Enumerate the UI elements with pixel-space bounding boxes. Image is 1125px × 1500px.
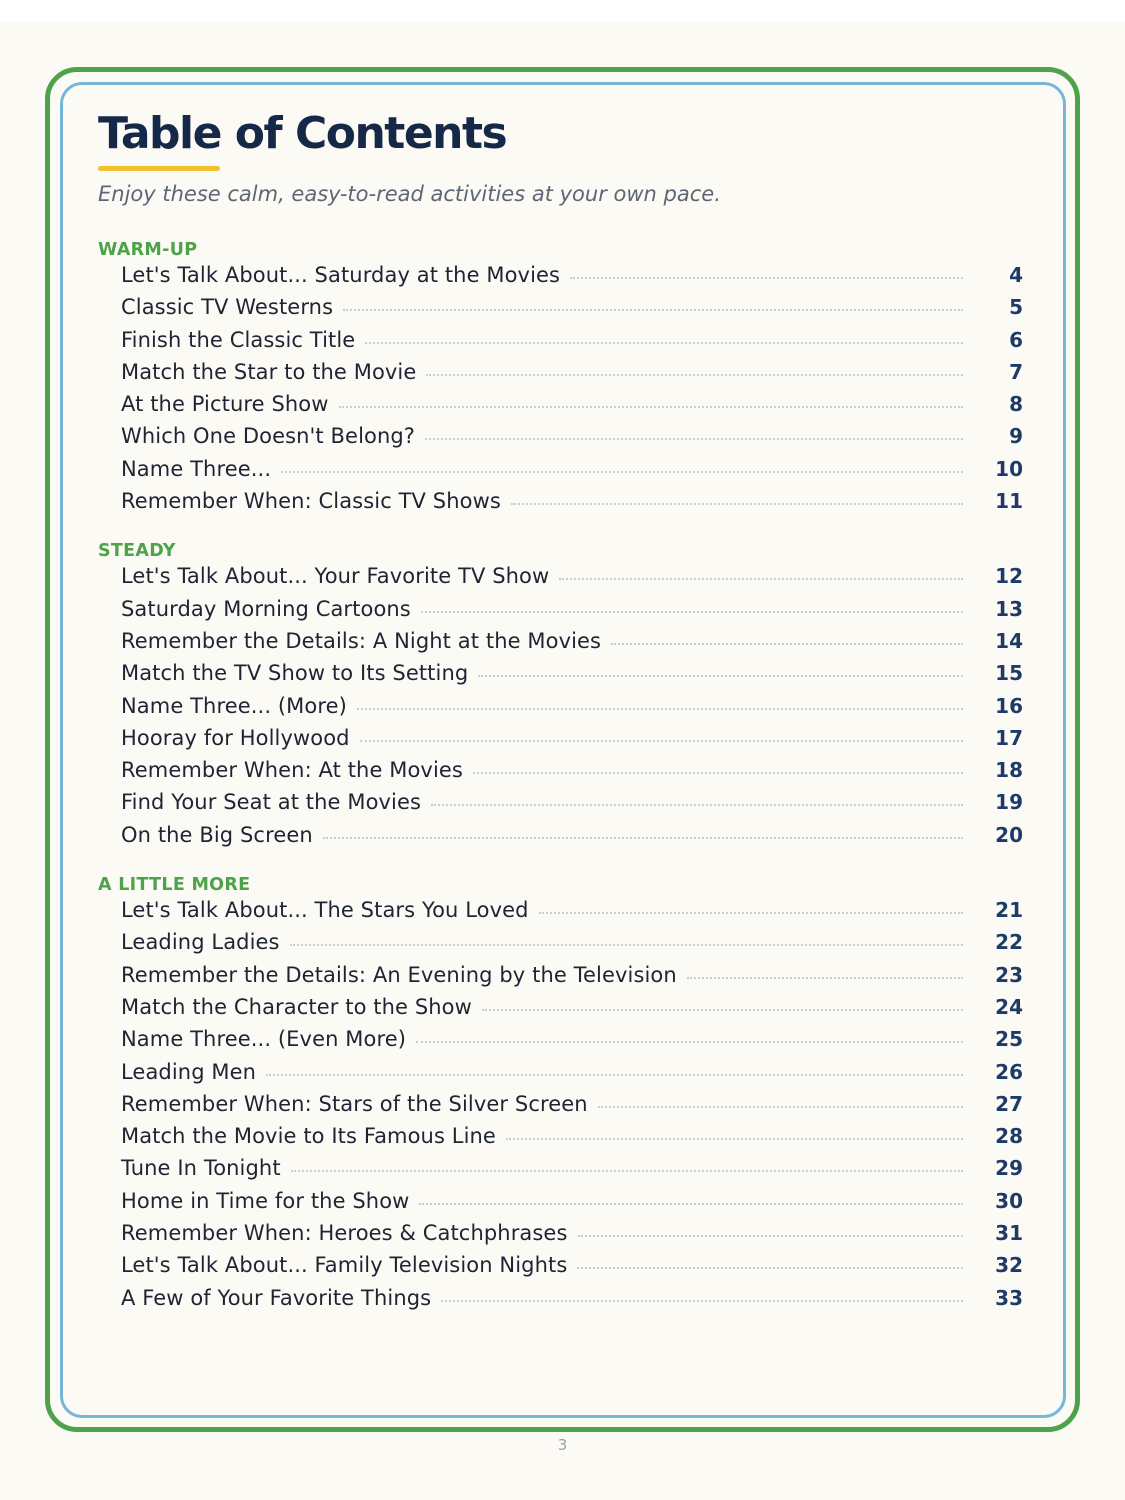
toc-entry[interactable] (98, 295, 1023, 327)
toc-entry[interactable] (98, 1253, 1023, 1285)
toc-entry-page-number: 31 (995, 1221, 1023, 1246)
toc-entry-page-number: 19 (995, 790, 1023, 815)
toc-section (98, 872, 1023, 1318)
dotted-leader (431, 804, 963, 806)
toc-entry[interactable] (98, 898, 1023, 930)
toc-entry[interactable] (98, 1189, 1023, 1221)
toc-entry-page-number: 32 (995, 1253, 1023, 1278)
toc-entry-title: Let's Talk About... Saturday at the Movies (121, 263, 561, 287)
toc-entry[interactable] (98, 1221, 1023, 1253)
dotted-leader (323, 837, 963, 839)
toc-entry[interactable] (98, 758, 1023, 790)
dotted-leader (360, 740, 963, 742)
dotted-leader (559, 578, 963, 580)
toc-entry[interactable] (98, 564, 1023, 596)
toc-entry[interactable] (98, 995, 1023, 1027)
toc-entry-title: Remember When: Heroes & Catchphrases (121, 1221, 568, 1246)
toc-entry[interactable] (98, 457, 1023, 489)
toc-entry-page-number: 25 (995, 1027, 1023, 1052)
toc-entry-page-number: 26 (995, 1059, 1023, 1084)
dotted-leader (291, 1170, 963, 1172)
toc-entry-page-number: 22 (995, 930, 1023, 955)
toc-entry[interactable] (98, 661, 1023, 693)
dotted-leader (421, 611, 963, 613)
toc-entry-title: Saturday Morning Cartoons (121, 596, 411, 621)
toc-entry[interactable] (98, 1156, 1023, 1188)
toc-entry-title: Match the Star to the Movie (121, 359, 417, 384)
toc-entry-title: Name Three... (121, 456, 272, 481)
toc-entry[interactable] (98, 694, 1023, 726)
toc-entry-page-number: 30 (995, 1188, 1023, 1213)
toc-entry-page-number: 15 (995, 661, 1023, 686)
toc-sections (98, 237, 1023, 1318)
toc-entry-title: Match the TV Show to Its Setting (121, 661, 469, 686)
dotted-leader (598, 1106, 963, 1108)
dotted-leader (482, 1009, 963, 1011)
toc-entry-title: Remember When: Stars of the Silver Screen (121, 1091, 588, 1116)
toc-entry-page-number: 11 (995, 489, 1023, 514)
toc-entry-page-number: 23 (995, 962, 1023, 987)
dotted-leader (570, 277, 963, 279)
toc-entry-title: Name Three... (Even More) (121, 1027, 407, 1052)
toc-entry-page-number: 24 (995, 994, 1023, 1019)
toc-entry-page-number: 29 (995, 1156, 1023, 1181)
page-title: Table of Contents (98, 108, 507, 159)
toc-entry-title: A Few of Your Favorite Things (121, 1285, 432, 1310)
dotted-leader (426, 374, 963, 376)
toc-section (98, 538, 1023, 855)
toc-entry[interactable] (98, 1027, 1023, 1059)
dotted-leader (281, 471, 963, 473)
toc-entry-page-number: 16 (995, 693, 1023, 718)
dotted-leader (473, 772, 963, 774)
toc-entry-page-number: 33 (995, 1285, 1023, 1310)
toc-entry-title: Which One Doesn't Belong? (121, 424, 416, 449)
toc-entry-title: Remember When: Classic TV Shows (121, 489, 501, 514)
dotted-leader (478, 675, 963, 677)
toc-entry[interactable] (98, 360, 1023, 392)
toc-entry[interactable] (98, 823, 1023, 855)
toc-entry-title: Match the Movie to Its Famous Line (121, 1124, 496, 1149)
dotted-leader (511, 503, 963, 505)
toc-entry-page-number: 21 (995, 898, 1023, 923)
toc-entry-title: Name Three... (More) (121, 693, 347, 718)
toc-entry-page-number: 18 (995, 758, 1023, 783)
dotted-leader (419, 1203, 963, 1205)
toc-entry-page-number: 12 (995, 564, 1023, 589)
dotted-leader (506, 1138, 963, 1140)
toc-entry-page-number: 13 (995, 596, 1023, 621)
dotted-leader (339, 406, 963, 408)
toc-entry-title: Home in Time for the Show (121, 1188, 410, 1213)
toc-entry-page-number: 4 (1009, 263, 1023, 287)
title-underline (98, 166, 220, 171)
toc-entry[interactable] (98, 790, 1023, 822)
toc-entry-page-number: 9 (1009, 424, 1023, 449)
toc-entry-title: Match the Character to the Show (121, 994, 472, 1019)
document-page (0, 22, 1125, 1500)
dotted-leader (441, 1300, 963, 1302)
toc-entry-page-number: 27 (995, 1091, 1023, 1116)
section-heading: STEADY (98, 541, 176, 562)
dotted-leader (290, 944, 963, 946)
toc-entry-page-number: 7 (1009, 359, 1023, 384)
toc-entry[interactable] (98, 1286, 1023, 1318)
toc-entry[interactable] (98, 930, 1023, 962)
dotted-leader (577, 1267, 963, 1269)
toc-entry-title: Remember When: At the Movies (121, 758, 463, 783)
page-number: 3 (557, 1436, 568, 1454)
toc-entry[interactable] (98, 1092, 1023, 1124)
toc-entry-page-number: 28 (995, 1124, 1023, 1149)
page-subtitle: Enjoy these calm, easy-to-read activities at your own pace. (98, 182, 721, 206)
dotted-leader (343, 309, 963, 311)
toc-entry-title: Remember the Details: An Evening by the Television (121, 962, 677, 987)
toc-entry[interactable] (98, 392, 1023, 424)
toc-entry-title: Hooray for Hollywood (121, 725, 350, 750)
toc-entry-page-number: 8 (1009, 392, 1023, 417)
toc-entry-title: Finish the Classic Title (121, 327, 356, 352)
toc-entry-page-number: 14 (995, 628, 1023, 653)
toc-entry-title: Remember the Details: A Night at the Movies (121, 628, 602, 653)
toc-entry-page-number: 5 (1009, 295, 1023, 320)
toc-entry[interactable] (98, 629, 1023, 661)
toc-entry-title: Tune In Tonight (121, 1156, 281, 1181)
dotted-leader (539, 912, 963, 914)
toc-entry-page-number: 10 (995, 456, 1023, 481)
dotted-leader (357, 708, 963, 710)
toc-entry-title: Classic TV Westerns (121, 295, 334, 320)
dotted-leader (365, 342, 963, 344)
dotted-leader (687, 977, 963, 979)
toc-entry[interactable] (98, 263, 1023, 295)
toc-entry-title: At the Picture Show (121, 392, 329, 417)
toc-entry-title: On the Big Screen (121, 822, 313, 847)
toc-entry-title: Let's Talk About... Family Television Nights (121, 1253, 568, 1278)
toc-entry[interactable] (98, 424, 1023, 456)
dotted-leader (611, 643, 963, 645)
toc-entry[interactable] (98, 328, 1023, 360)
dotted-leader (425, 438, 963, 440)
toc-entry-title: Let's Talk About... The Stars You Loved (121, 898, 529, 923)
toc-entry-page-number: 17 (995, 725, 1023, 750)
toc-entry-title: Let's Talk About... Your Favorite TV Show (121, 564, 550, 589)
dotted-leader (266, 1074, 963, 1076)
dotted-leader (416, 1041, 963, 1043)
toc-entry-page-number: 20 (995, 822, 1023, 847)
section-heading: A LITTLE MORE (98, 875, 251, 896)
toc-entry-title: Find Your Seat at the Movies (121, 790, 422, 815)
toc-entry[interactable] (98, 1060, 1023, 1092)
toc-entry[interactable] (98, 726, 1023, 758)
toc-entry-title: Leading Men (121, 1059, 257, 1084)
toc-entry-title: Leading Ladies (121, 930, 280, 955)
toc-entry[interactable] (98, 1124, 1023, 1156)
section-heading: WARM-UP (98, 240, 198, 260)
toc-entry[interactable] (98, 597, 1023, 629)
toc-entry[interactable] (98, 489, 1023, 521)
toc-entry[interactable] (98, 963, 1023, 995)
toc-entry-page-number: 6 (1009, 327, 1023, 352)
toc-section (98, 237, 1023, 521)
dotted-leader (578, 1235, 964, 1237)
toc-content (98, 104, 1023, 1335)
